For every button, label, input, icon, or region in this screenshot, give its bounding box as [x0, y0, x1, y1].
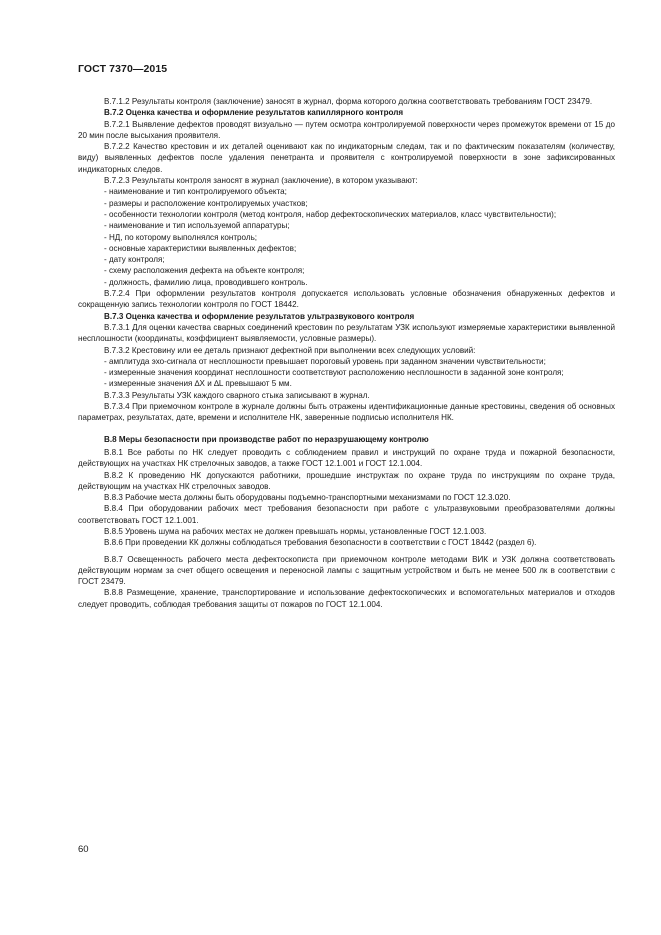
list-item: - наименование и тип используемой аппаратуры; [104, 221, 290, 231]
list-item: - дату контроля; [104, 255, 165, 265]
list-item: - размеры и расположение контролируемых участков; [104, 198, 308, 208]
paragraph-b-7-2-4: В.7.2.4 При оформлении результатов контроля допускается использовать условные обозначения обнаруженных дефектов и сокращенную запись технологии контроля по ГОСТ 18442. [78, 289, 615, 310]
heading-b-7-2: В.7.2 Оценка качества и оформление результатов капиллярного контроля [104, 108, 404, 118]
page-body [78, 96, 615, 610]
paragraph-b-8-6: В.8.6 При проведении КК должны соблюдаться требования безопасности в соответствии с ГОСТ 18442 (раздел 6). [104, 538, 537, 548]
paragraph-b-7-3-2: В.7.3.2 Крестовину или ее деталь признают дефектной при выполнении всех следующих условий: [104, 345, 476, 355]
list-item: - измеренные значения ∆X и ∆L превышают 5 мм. [104, 379, 292, 389]
list-item: - схему расположения дефекта на объекте контроля; [104, 266, 305, 276]
paragraph-b-7-3-1: В.7.3.1 Для оценки качества сварных соединений крестовин по результатам УЗК используют измеряемые характеристики выявленной несплошности (координаты, коэффициент выявляемости, условные размеры). [78, 322, 615, 344]
list-item: - должность, фамилию лица, проводившего контроль. [104, 277, 308, 287]
paragraph-b-8-4: В.8.4 При оборудовании рабочих мест требования безопасности при работе с ультразвуковыми преобразователями должны соответствовать ГОСТ 12.1.001. [78, 504, 615, 525]
paragraph-b-8-1: В.8.1 Все работы по НК следует проводить с соблюдением правил и инструкций по охране труда и пожарной безопасности, действующих на участках НК стрелочных заводов, а также ГОСТ 12.1.001 и ГОСТ 12.1.004. [78, 447, 615, 469]
paragraph-b-7-2-3: В.7.2.3 Результаты контроля заносят в журнал (заключение), в котором указывают: [104, 176, 418, 186]
document-code-header: ГОСТ 7370—2015 [78, 63, 168, 75]
paragraph-b-7-1-2: В.7.1.2 Результаты контроля (заключение) заносят в журнал, форма которого должна соответствовать требованиям ГОСТ 23479. [104, 97, 593, 106]
list-item: - основные характеристики выявленных дефектов; [104, 243, 297, 253]
paragraph-b-8-3: В.8.3 Рабочие места должны быть оборудованы подъемно-транспортными механизмами по ГОСТ 12.3.020. [104, 493, 511, 503]
paragraph-b-8-8: В.8.8 Размещение, хранение, транспортирование и использование дефектоскопических и вспомогательных материалов и отходов следует проводить, соблюдая требования защиты от пожаров по ГОСТ 12.1.004. [78, 588, 615, 609]
page-number: 60 [78, 844, 89, 855]
paragraph-b-7-2-2: В.7.2.2 Качество крестовин и их деталей оценивают как по индикаторным следам, так и по фактическим показателям (количеству, виду) выявленных дефектов после удаления пенетранта и проявителя с контролируемой поверхности в зоне зафиксированных индикаторных следов. [78, 142, 615, 174]
list-item: - НД, по которому выполнялся контроль; [104, 232, 258, 242]
paragraph-b-8-5: В.8.5 Уровень шума на рабочих местах не должен превышать нормы, установленные ГОСТ 12.1.003. [104, 526, 487, 536]
paragraph-b-7-3-3: В.7.3.3 Результаты УЗК каждого сварного стыка записывают в журнал. [104, 390, 370, 400]
paragraph-b-8-2: В.8.2 К проведению НК допускаются работники, прошедшие инструктаж по охране труда по инструкциям по охране труда, действующим на участках НК стрелочных заводов. [78, 470, 615, 491]
heading-b-8: В.8 Меры безопасности при производстве работ по неразрушающему контролю [104, 434, 429, 444]
list-item: - наименование и тип контролируемого объекта; [104, 187, 287, 197]
paragraph-b-7-2-1: В.7.2.1 Выявление дефектов проводят визуально — путем осмотра контролируемой поверхности через промежуток времени от 15 до 20 мин после высыхания проявителя. [78, 119, 615, 140]
paragraph-b-7-3-4: В.7.3.4 При приемочном контроле в журнале должны быть отражены идентификационные данные крестовины, сведения об основных параметрах, результатах, дате, времени и исполнителе НК, заверенные подписью исполнителя НК. [78, 402, 615, 423]
paragraph-b-8-7: В.8.7 Освещенность рабочего места дефектоскописта при приемочном контроле методами ВИК и УЗК должна соответствовать действующим нормам за счет общего освещения и переносной лампы с защитным устройством и быть не менее 500 лк в соответствии с ГОСТ 23479. [78, 554, 615, 587]
list-item: - амплитуда эхо-сигнала от несплошности превышает пороговый уровень при заданном значении чувствительности; [104, 356, 546, 366]
heading-b-7-3: В.7.3 Оценка качества и оформление результатов ультразвукового контроля [104, 311, 415, 321]
list-item: - особенности технологии контроля (метод контроля, набор дефектоскопических материалов, класс чувствительности); [104, 209, 557, 219]
list-item: - измеренные значения координат несплошности соответствуют расположению несплошности в заданной зоне контроля; [104, 368, 564, 378]
